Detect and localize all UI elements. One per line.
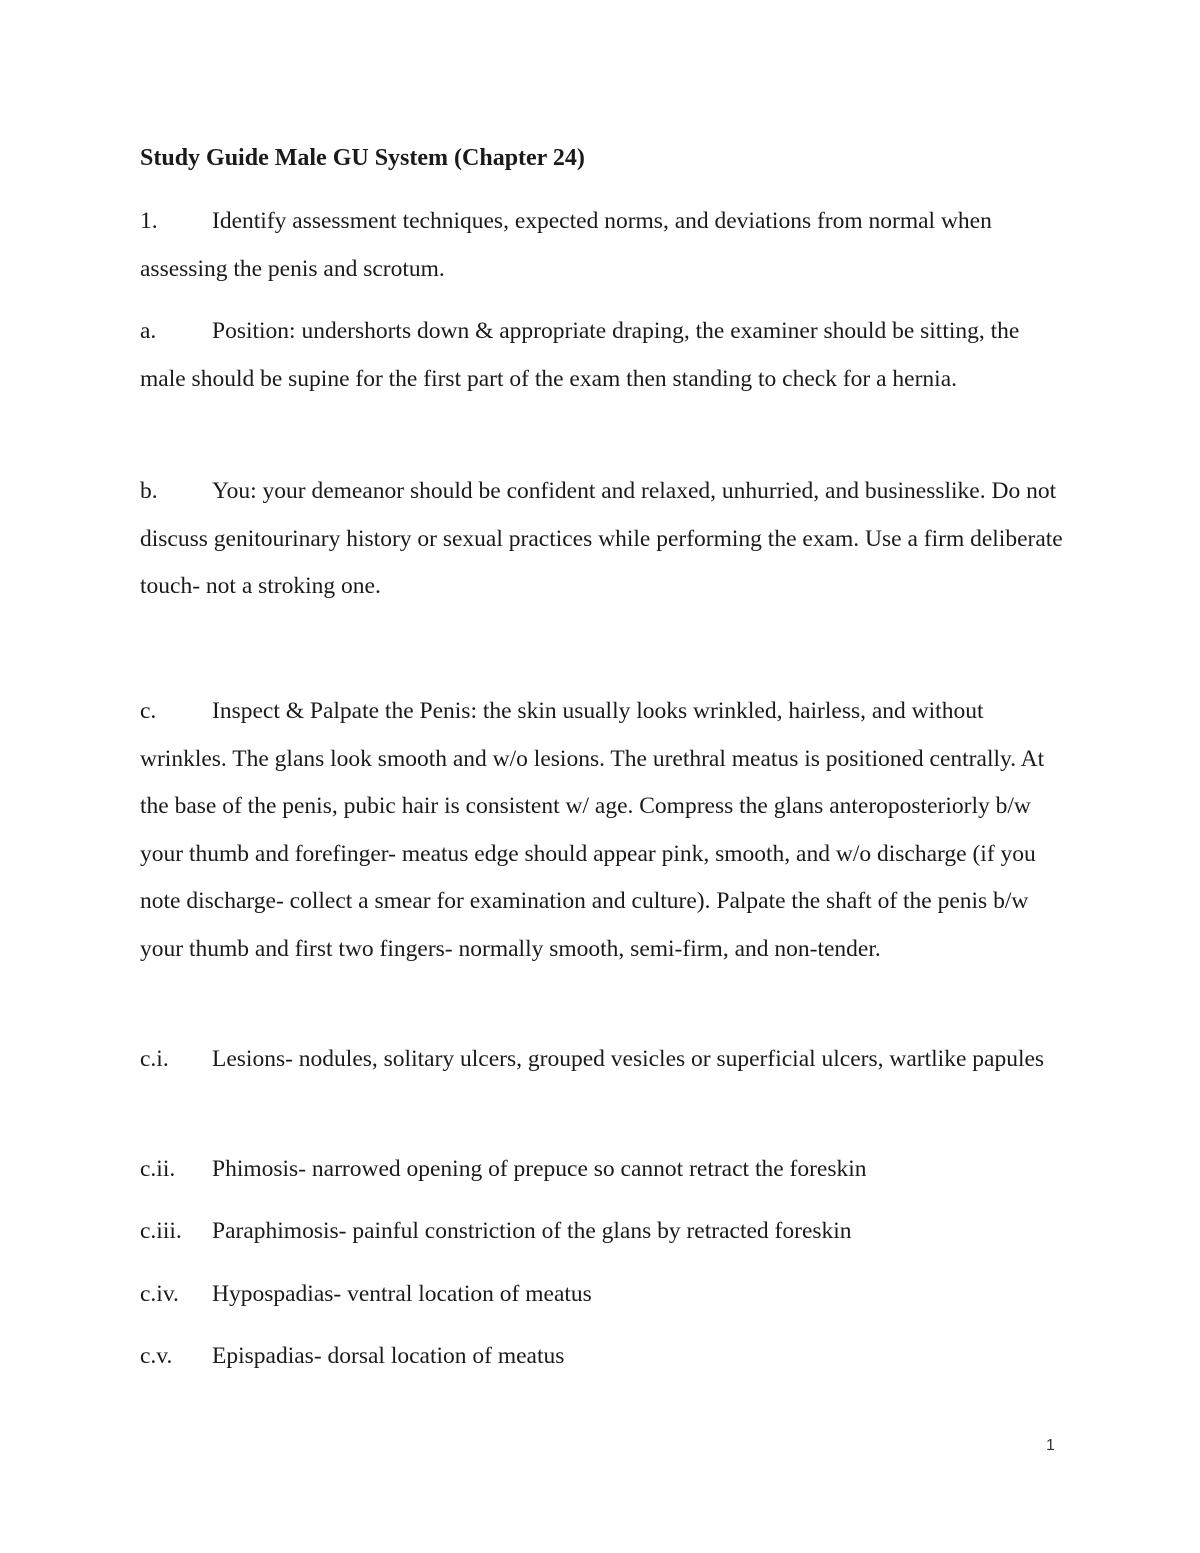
item-c-v-text: Epispadias- dorsal location of meatus	[212, 1343, 565, 1369]
item-c-i-text: Lesions- nodules, solitary ulcers, grouped vesicles or superficial ulcers, wartlike papules	[212, 1046, 1045, 1072]
item-c-marker: c.	[140, 698, 157, 724]
document-title: Study Guide Male GU System (Chapter 24)	[140, 145, 585, 171]
item-c-iii-marker: c.iii.	[140, 1218, 182, 1244]
item-a	[140, 308, 1065, 403]
item-c-i	[140, 1036, 1065, 1084]
item-a-marker: a.	[140, 318, 157, 344]
item-c-iii-text: Paraphimosis- painful constriction of the glans by retracted foreskin	[212, 1218, 852, 1244]
page-number: 1	[1046, 1437, 1055, 1454]
item-c-iv-marker: c.iv.	[140, 1281, 179, 1307]
item-c-ii-marker: c.ii.	[140, 1156, 176, 1182]
item-c-iii	[140, 1208, 1065, 1256]
item-c-text: Inspect & Palpate the Penis: the skin usually looks wrinkled, hairless, and without wrinkles. The glans look smooth and w/o lesions. The urethral meatus is positioned centrally. At the base of the penis, pubic hair is consistent w/ age. Compress the glans anteroposteriorly b/w your thumb and forefinger- meatus edge should appear pink, smooth, and w/o discharge (if you note discharge- collect a smear for examination and culture). Palpate the shaft of the penis b/w your thumb and first two fingers- normally smooth, semi-firm, and non-tender.	[140, 698, 1045, 962]
item-b-marker: b.	[140, 478, 158, 504]
item-c-v-marker: c.v.	[140, 1343, 173, 1369]
item-c-v	[140, 1333, 1065, 1381]
question-1	[140, 198, 1065, 293]
item-c	[140, 688, 1065, 973]
question-1-text: Identify assessment techniques, expected norms, and deviations from normal when assessing the penis and scrotum.	[140, 208, 992, 282]
question-1-marker: 1.	[140, 208, 158, 234]
item-a-text: Position: undershorts down & appropriate draping, the examiner should be sitting, the male should be supine for the first part of the exam then standing to check for a hernia.	[140, 318, 1020, 392]
item-c-ii-text: Phimosis- narrowed opening of prepuce so cannot retract the foreskin	[212, 1156, 867, 1182]
item-c-ii	[140, 1146, 1065, 1194]
item-c-iv-text: Hypospadias- ventral location of meatus	[212, 1281, 592, 1307]
item-c-iv	[140, 1271, 1065, 1319]
item-b-text: You: your demeanor should be confident and relaxed, unhurried, and businesslike. Do not discuss genitourinary history or sexual practices while performing the exam. Use a firm deliberate touch- not a stroking one.	[140, 478, 1063, 599]
item-c-i-marker: c.i.	[140, 1046, 169, 1072]
item-b	[140, 468, 1065, 611]
